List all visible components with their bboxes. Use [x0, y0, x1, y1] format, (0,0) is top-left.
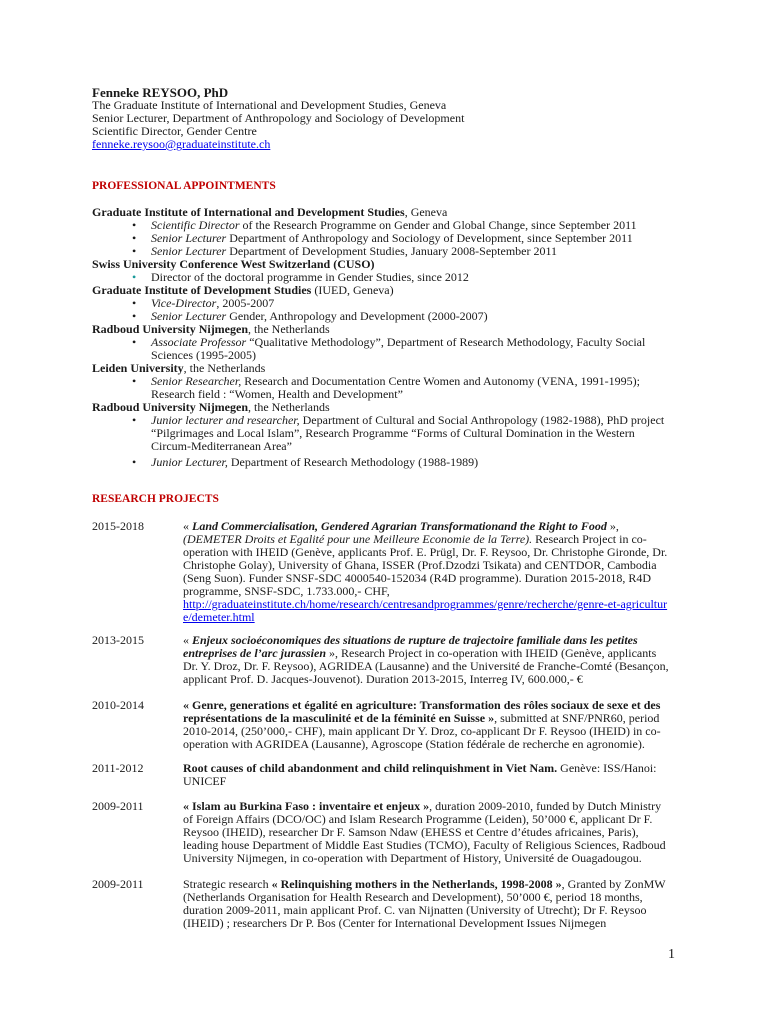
bullet-icon: •	[132, 218, 137, 232]
list-item	[132, 335, 671, 362]
project-text: Genève: ISS/Hanoi: UNICEF	[183, 761, 657, 788]
bullet-icon: •	[132, 296, 137, 310]
project-description	[183, 800, 671, 865]
role: Senior Lecturer	[151, 231, 227, 245]
description: Department of Anthropology and Sociology of Development, since September 2011	[226, 231, 633, 245]
project-subtitle: (DEMETER Droits et Egalité pour une Meilleure Economie de la Terre).	[183, 532, 533, 546]
page-number: 1	[668, 947, 675, 962]
org-location: (IUED, Geneva)	[311, 283, 394, 297]
cv-header	[92, 86, 672, 151]
project-description	[183, 634, 671, 686]
org-name: Radboud University Nijmegen	[92, 322, 249, 336]
org-name: Swiss University Conference West Switzerland (CUSO)	[92, 257, 375, 271]
description: Research and Documentation Centre Women and Autonomy (VENA, 1991-1995); Research field : “Women, Health and Development”	[151, 374, 640, 401]
person-name: Fenneke REYSOO, PhD	[92, 85, 229, 100]
research-heading: RESEARCH PROJECTS	[92, 493, 219, 505]
project-years: 2011-2012	[92, 761, 144, 775]
project-years: 2010-2014	[92, 698, 144, 712]
list-item	[132, 374, 671, 401]
role: Associate Professor	[151, 335, 247, 349]
quote-open: «	[183, 519, 192, 533]
bullet-icon: •	[132, 309, 137, 323]
project-title: Enjeux socioéconomiques des situations de rupture de trajectoire familiale dans les petites entreprises de l’arc jurassien	[183, 633, 638, 660]
project-link[interactable]: http://graduateinstitute.ch/home/research/centresandprogrammes/genre/recherche/genre-et-agriculture/demeter.html	[183, 597, 668, 624]
project-text: , Research Project in co-operation with IHEID (Genève, applicants Dr. Y. Droz, Dr. F. Reysoo), AGRIDEA (Lausanne) and the Université de Franche-Comté (Besançon, applicant Prof. D. Jacques-Jouvenot). Duration 2013-2015, Interreg IV, 600.000,- €	[183, 646, 669, 686]
list-item	[132, 455, 671, 469]
bullet-icon: •	[132, 270, 137, 284]
project-prefix: Strategic research	[183, 877, 272, 891]
description: of the Research Programme on Gender and Global Change, since September 2011	[239, 218, 637, 232]
role: Scientific Director	[151, 218, 240, 232]
quote-close: »,	[606, 519, 619, 533]
project-title: Root causes of child abandonment and child relinquishment in Viet Nam.	[183, 761, 558, 775]
project-years: 2013-2015	[92, 633, 144, 647]
email-link[interactable]: fenneke.reysoo@graduateinstitute.ch	[92, 137, 271, 151]
project-description	[183, 762, 671, 788]
role: Scientific Director, Gender Centre	[92, 124, 257, 138]
affiliation: The Graduate Institute of International and Development Studies, Geneva	[92, 98, 447, 112]
project-text: , submitted at SNF/PNR60, period 2010-2014, (250’000,- CHF), main applicant Dr Y. Droz, co-applicant Dr F. Reysoo (IHEID) in co-operation with AGRIDEA (Lausanne), Agroscope (Station fédérale de recherche en agronomie).	[183, 711, 661, 751]
bullet-icon: •	[132, 374, 137, 388]
bullet-icon: •	[132, 231, 137, 245]
role: Junior lecturer and researcher,	[151, 413, 300, 427]
description: Department of Cultural and Social Anthropology (1982-1988), PhD project “Pilgrimages and Local Islam”, Research Programme “Forms of Cultural Domination in the Western Circum-Mediterranean Area”	[151, 413, 665, 453]
list-item	[132, 413, 671, 453]
bullet-icon: •	[132, 244, 137, 258]
org-name: Leiden University	[92, 361, 184, 375]
role: Senior Lecturer	[151, 309, 227, 323]
description: Director of the doctoral programme in Gender Studies, since 2012	[151, 270, 469, 284]
project-title: Land Commercialisation, Gendered Agrarian Transformationand the Right to Food	[192, 519, 607, 533]
project-description	[183, 699, 671, 751]
appointments-heading: PROFESSIONAL APPOINTMENTS	[92, 180, 276, 192]
bullet-icon: •	[132, 455, 137, 469]
project-title: « Genre, generations et égalité en agriculture: Transformation des rôles sociaux de sexe et des représentations de la masculinité et de la féminité en Suisse »	[183, 698, 661, 725]
role: Vice-Director	[151, 296, 217, 310]
project-text: , duration 2009-2010, funded by Dutch Ministry of Foreign Affairs (DCO/OC) and Islam Research Programme (Leiden), 50’000 €, applicant Dr F. Reysoo (IHEID), researcher Dr F. Samson Ndaw (EHESS et Centre d’études africaines, Paris), leading house Department of Middle East Studies (TCMO), Faculty of Religious Sciences, Radboud University Nijmegen, in co-operation with Department of History, Université de Ouagadougou.	[183, 799, 666, 865]
org-name: Graduate Institute of Development Studies	[92, 283, 312, 297]
bullet-icon: •	[132, 335, 137, 349]
quote-close: »	[326, 646, 336, 660]
project-title: « Islam au Burkina Faso : inventaire et enjeux »	[183, 799, 430, 813]
role: Senior Lecturer	[151, 244, 227, 258]
project-description	[183, 520, 671, 624]
project-description	[183, 878, 671, 930]
project-text: Research Project in co-operation with IHEID (Genève, applicants Prof. E. Prügl, Dr. F. Reysoo, Dr. Christophe Gironde, Dr. Christophe Golay), University of Ghana, ISSER (Prof.Dzodzi Tsikata) and CENTDOR, Cambodia (Seng Suon). Funder SNSF-SDC 4000540-152034 (R4D programme). Duration 2015-2018, R4D programme, SNSF-SDC, 1.733.000,- CHF,	[183, 532, 668, 598]
description: Department of Development Studies, January 2008-September 2011	[226, 244, 558, 258]
position: Senior Lecturer, Department of Anthropology and Sociology of Development	[92, 111, 465, 125]
org-location: , Geneva	[404, 205, 448, 219]
project-years: 2015-2018	[92, 519, 144, 533]
description: , 2005-2007	[216, 296, 275, 310]
project-text: , Granted by ZonMW (Netherlands Organisation for Health Research and Development), 50’000 €, period 18 months, duration 2009-2011, main applicant Prof. C. van Nijnatten (University of Utrecht); Dr F. Reysoo (IHEID) ; researchers Dr P. Bos (Center for International Development Issues Nijmegen	[183, 877, 666, 930]
role: Senior Researcher,	[151, 374, 242, 388]
org-location: , the Netherlands	[248, 322, 330, 336]
project-title: « Relinquishing mothers in the Netherlands, 1998-2008 »	[271, 877, 562, 891]
role: Junior Lecturer,	[151, 455, 228, 469]
org-name: Graduate Institute of International and Development Studies	[92, 205, 405, 219]
quote-open: «	[183, 633, 192, 647]
project-years: 2009-2011	[92, 877, 144, 891]
org-name: Radboud University Nijmegen	[92, 400, 249, 414]
org-location: , the Netherlands	[248, 400, 330, 414]
description: Department of Research Methodology (1988-1989)	[227, 455, 479, 469]
org-location: , the Netherlands	[183, 361, 266, 375]
description: “Qualitative Methodology”, Department of Research Methodology, Faculty Social Sciences (1995-2005)	[151, 335, 646, 362]
bullet-icon: •	[132, 413, 137, 427]
project-years: 2009-2011	[92, 799, 144, 813]
description: Gender, Anthropology and Development (2000-2007)	[226, 309, 488, 323]
